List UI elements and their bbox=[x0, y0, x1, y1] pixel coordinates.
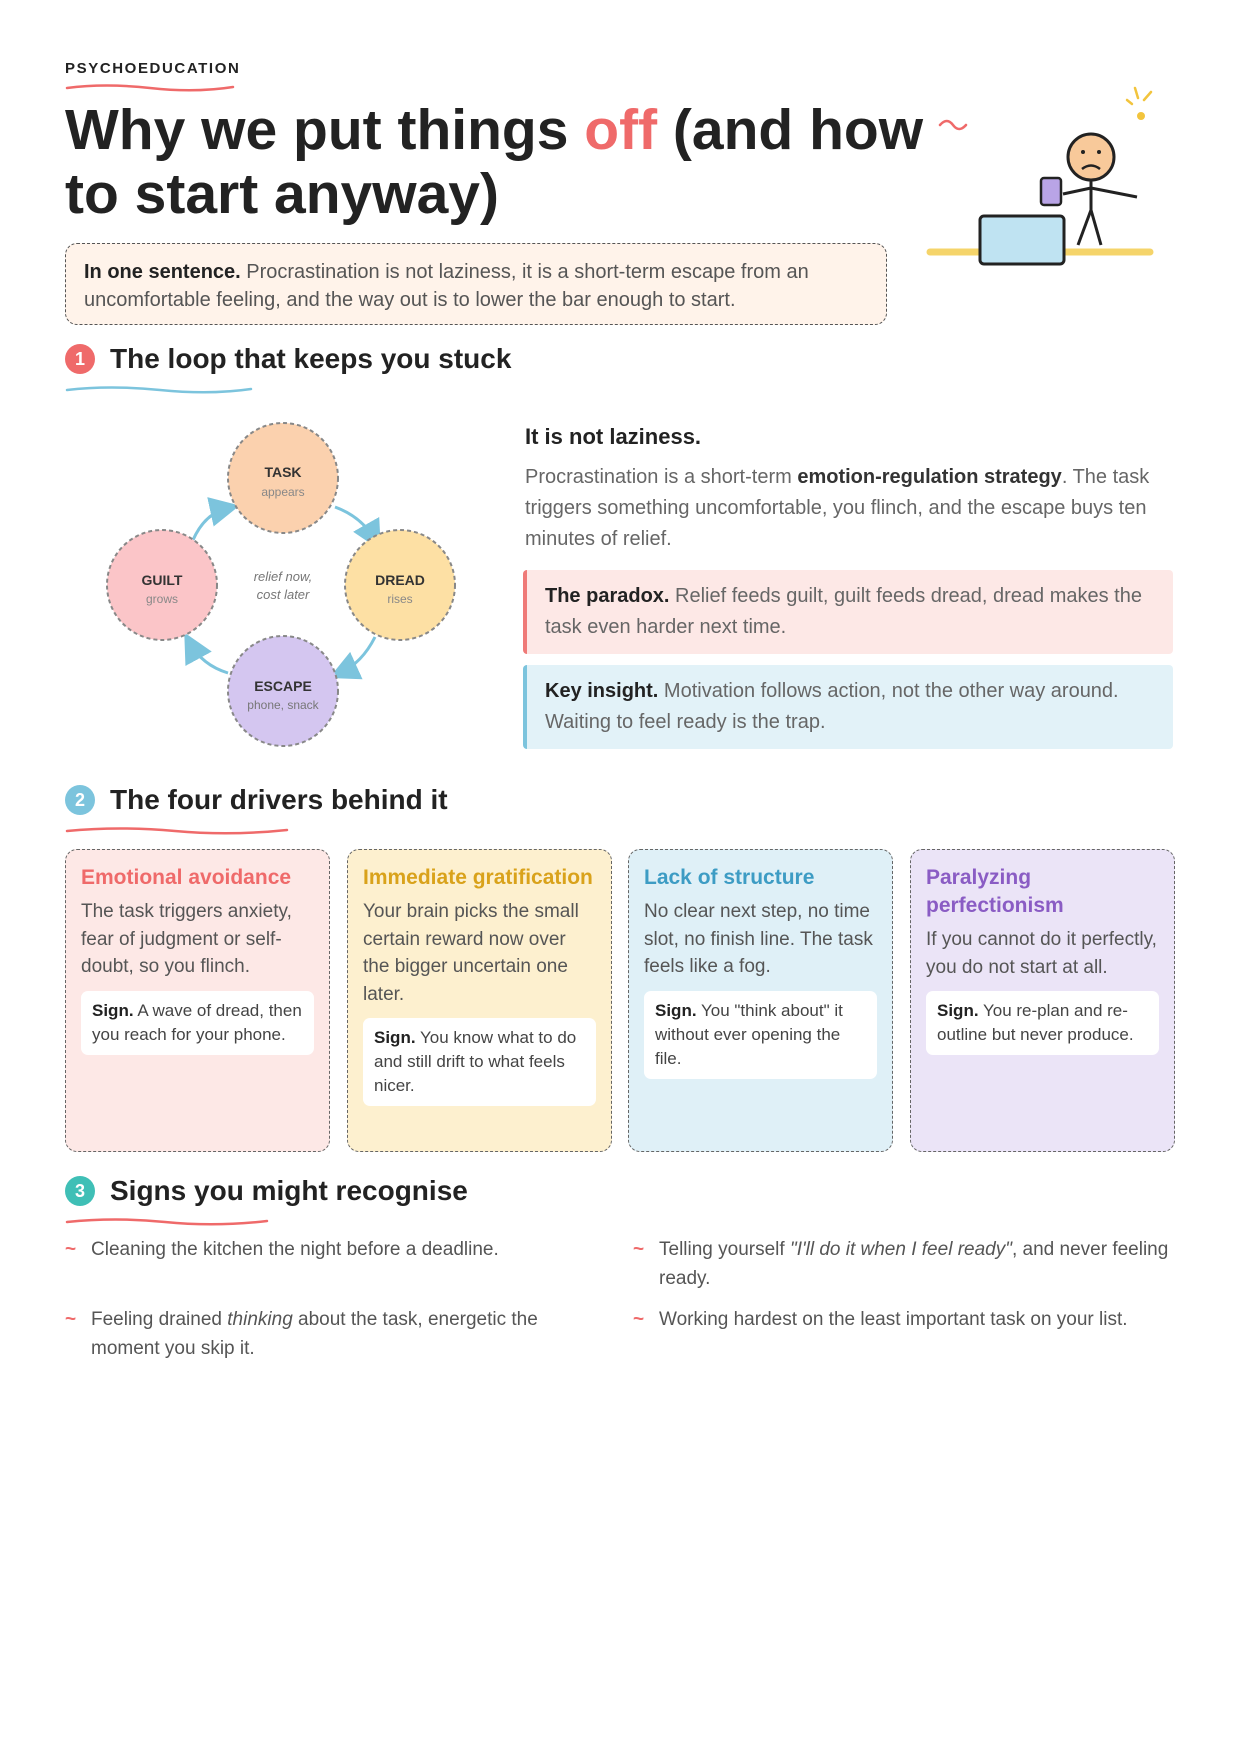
section-1-heading: It is not laziness. bbox=[525, 424, 702, 449]
section-title: Signs you might recognise bbox=[110, 1175, 468, 1206]
section-number-badge: 3 bbox=[65, 1176, 95, 1206]
node-sub: grows bbox=[145, 592, 179, 606]
list-item: ~ Cleaning the kitchen the night before a deadline. bbox=[65, 1235, 575, 1264]
section-number-badge: 2 bbox=[65, 785, 95, 815]
section-title: The loop that keeps you stuck bbox=[110, 343, 512, 374]
driver-card-paralyzing-perfectionism bbox=[910, 849, 1175, 1152]
card-title: Lack of structure bbox=[644, 866, 815, 889]
list-item: ~ Feeling drained thinking about the task, energetic the moment you skip it. bbox=[65, 1305, 575, 1363]
tilde-bullet-icon: ~ bbox=[65, 1239, 77, 1260]
node-sub: rises bbox=[387, 592, 413, 606]
tilde-bullet-icon: ~ bbox=[65, 1309, 77, 1330]
section-title: The four drivers behind it bbox=[110, 784, 448, 815]
center-note: cost later bbox=[256, 587, 310, 602]
kicker-underline bbox=[65, 82, 235, 94]
page-title: Why we put things off (and how to start anyway) bbox=[65, 98, 924, 226]
card-description: No clear next step, no time slot, no finish line. The task feels like a fog. bbox=[644, 901, 873, 977]
card-sign: Sign. You re-plan and re-outline but never produce. bbox=[926, 991, 1159, 1055]
node-label: TASK bbox=[264, 464, 302, 480]
title-highlight: off bbox=[584, 98, 658, 162]
driver-card-lack-of-structure bbox=[628, 849, 893, 1152]
node-label: ESCAPE bbox=[254, 678, 312, 694]
phone-icon bbox=[1041, 178, 1061, 205]
stick-figure-illustration bbox=[925, 80, 1175, 280]
section-3-header bbox=[65, 1175, 468, 1207]
tilde-bullet-icon: ~ bbox=[633, 1239, 645, 1260]
tilde-bullet-icon: ~ bbox=[633, 1309, 645, 1330]
card-title: Emotional avoidance bbox=[81, 866, 292, 889]
arrow-icon bbox=[340, 637, 375, 673]
insight-callout: Key insight. Motivation follows action, not the other way around. Waiting to feel ready is the trap. bbox=[523, 665, 1173, 749]
card-title: Paralyzing perfectionism bbox=[926, 866, 1064, 917]
squiggle-icon bbox=[940, 121, 966, 129]
laptop-icon bbox=[980, 216, 1064, 264]
node-label: DREAD bbox=[375, 572, 425, 588]
section-1-header bbox=[65, 343, 511, 375]
driver-card-emotional-avoidance bbox=[65, 849, 330, 1152]
card-sign: Sign. A wave of dread, then you reach for your phone. bbox=[81, 991, 314, 1055]
procrastination-loop-diagram bbox=[100, 415, 480, 765]
card-description: The task triggers anxiety, fear of judgment or self-doubt, so you flinch. bbox=[81, 901, 292, 977]
node-sub: phone, snack bbox=[247, 698, 319, 712]
section-1-paragraph: Procrastination is a short-term emotion-regulation strategy. The task triggers something uncomfortable, you flinch, and the escape buys ten minutes of relief. bbox=[525, 466, 1150, 550]
arrow-icon bbox=[335, 507, 375, 540]
sparkle-icon bbox=[1127, 88, 1151, 120]
section-underline bbox=[65, 825, 290, 837]
arrow-icon bbox=[190, 643, 228, 673]
driver-card-immediate-gratification bbox=[347, 849, 612, 1152]
list-item: ~ Working hardest on the least important task on your list. bbox=[633, 1305, 1173, 1334]
card-description: If you cannot do it perfectly, you do not start at all. bbox=[926, 929, 1157, 978]
card-description: Your brain picks the small certain reward now over the bigger uncertain one later. bbox=[363, 901, 579, 1005]
section-2-header bbox=[65, 784, 448, 816]
center-note: relief now, bbox=[253, 569, 313, 584]
section-number-badge: 1 bbox=[65, 344, 95, 374]
kicker: PSYCHOEDUCATION bbox=[65, 60, 241, 77]
summary-box: In one sentence. Procrastination is not laziness, it is a short-term escape from an uncomfortable feeling, and the way out is to lower the bar enough to start. bbox=[65, 243, 887, 325]
section-underline bbox=[65, 384, 255, 396]
card-title: Immediate gratification bbox=[363, 866, 593, 889]
section-underline bbox=[65, 1216, 270, 1228]
paradox-callout: The paradox. Relief feeds guilt, guilt feeds dread, dread makes the task even harder next time. bbox=[523, 570, 1173, 654]
arrow-icon bbox=[193, 508, 228, 540]
list-item: ~ Telling yourself "I'll do it when I feel ready", and never feeling ready. bbox=[633, 1235, 1173, 1293]
card-sign: Sign. You "think about" it without ever opening the file. bbox=[644, 991, 877, 1079]
card-sign: Sign. You know what to do and still drift to what feels nicer. bbox=[363, 1018, 596, 1106]
node-label: GUILT bbox=[141, 572, 183, 588]
node-sub: appears bbox=[261, 485, 305, 499]
